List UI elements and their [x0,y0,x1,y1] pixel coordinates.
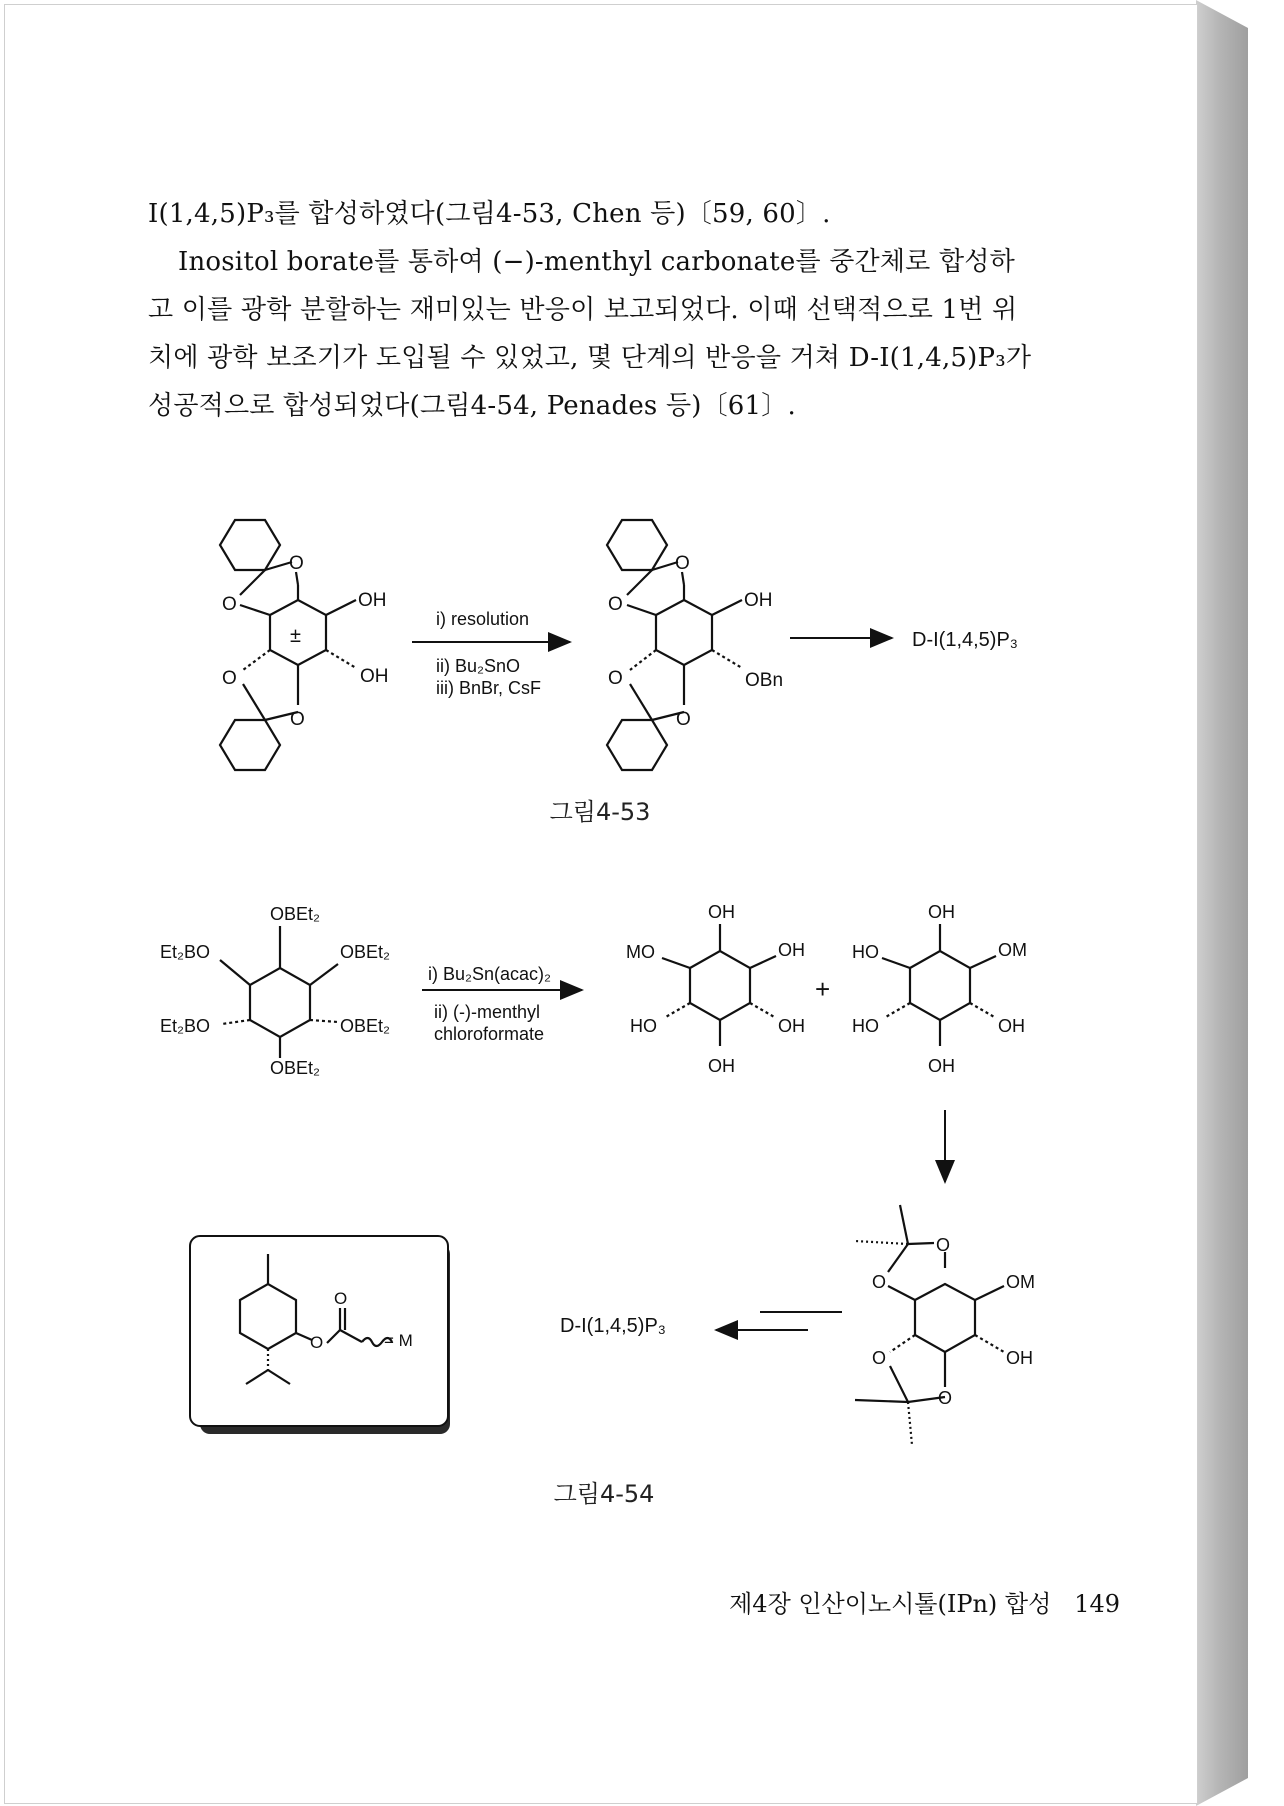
fig54-borate-upper-left: Et₂BO [160,942,211,962]
fig53-start-o4: O [290,709,305,730]
footer-chapter: 제4장 인산이노시톨(IPn) 합성 [729,1590,1052,1618]
fig54-ac-om: OM [1006,1272,1035,1292]
fig53-start-center: ± [290,625,301,647]
fig53-step-3: iii) BnBr, CsF [436,678,542,698]
fig53-start-o1: O [289,553,304,574]
footer-page-number: 149 [1074,1590,1120,1618]
fig54-b-upper-right: OM [998,940,1027,960]
fig54-plus: + [815,974,831,1004]
fig54-a-upper-left: MO [626,942,655,962]
figure-4-53-caption: 그림4-53 [549,798,651,826]
fig54-borate-top: OBEt₂ [270,904,321,924]
fig53-start-molecule [220,520,356,770]
fig54-b-top: OH [928,902,955,922]
paragraph-2: Inositol borate를 통하여 (−)-menthyl carbonate를 중간체로 합성하고 이를 광학 분할하는 재미있는 반응이 보고되었다. 이때 선택적으로 1번 위치에 광학 보조기가 도입될 수 있었고, 몇 단계의 반응을 거쳐 D-I(1,4,5)P₃가 성공적으로 합성되었다(그림4-54, Penades 등)〔61〕. [148,247,1032,421]
fig54-isomer-a [662,924,776,1046]
fig54-borate-lower-right: OBEt₂ [340,1016,391,1036]
fig54-step-3: chloroformate [434,1024,545,1044]
fig53-step-2: ii) Bu₂SnO [436,656,521,676]
legend-equals-m: = M [384,1331,413,1350]
fig53-start-oh-top: OH [358,590,387,611]
fig54-b-lower-right: OH [998,1016,1025,1036]
fig54-a-upper-right: OH [778,940,805,960]
fig53-product: D-I(1,4,5)P₃ [912,629,1018,651]
fig54-acetonide-molecule [855,1205,1004,1445]
fig53-int-o2: O [608,594,623,615]
fig54-borate-upper-right: OBEt₂ [340,942,391,962]
fig53-start-o2: O [222,594,237,615]
fig54-ac-o1: O [936,1235,951,1255]
fig53-int-oh-top: OH [744,590,773,611]
fig54-ac-oh: OH [1006,1348,1033,1368]
fig54-product: D-I(1,4,5)P₃ [560,1315,666,1337]
fig53-start-o3: O [222,668,237,689]
fig54-b-lower-left: HO [852,1016,879,1036]
fig54-step-2: ii) (-)-menthyl [434,1002,540,1022]
legend-carbonyl-o: O [334,1289,348,1308]
fig53-int-o3: O [608,668,623,689]
page-footer [640,1584,1120,1619]
legend-ester-o: O [310,1333,324,1352]
figure-4-54-caption: 그림4-54 [553,1480,655,1508]
fig54-b-upper-left: HO [852,942,879,962]
fig53-step-1: i) resolution [436,609,530,629]
fig54-ac-o2: O [872,1272,887,1292]
fig54-a-top: OH [708,902,735,922]
paragraph-1: I(1,4,5)P₃를 합성하였다(그림4-53, Chen 등)〔59, 60〕. [148,199,831,229]
fig53-int-obn: OBn [745,670,784,691]
fig54-ac-o4: O [938,1388,953,1408]
fig54-a-bottom: OH [708,1056,735,1076]
fig54-ac-o3: O [872,1348,887,1368]
fig54-borate-bottom: OBEt₂ [270,1058,321,1078]
fig53-int-o4: O [676,709,691,730]
fig54-a-lower-left: HO [630,1016,657,1036]
fig53-int-o1: O [675,553,690,574]
fig54-a-lower-right: OH [778,1016,805,1036]
fig53-start-oh-bottom: OH [360,666,389,687]
fig54-b-bottom: OH [928,1056,955,1076]
fig54-borate-lower-left: Et₂BO [160,1016,211,1036]
fig54-step-1: i) Bu₂Sn(acac)₂ [428,964,552,984]
fig54-borate-molecule [220,926,338,1058]
fig54-isomer-b [882,924,996,1046]
